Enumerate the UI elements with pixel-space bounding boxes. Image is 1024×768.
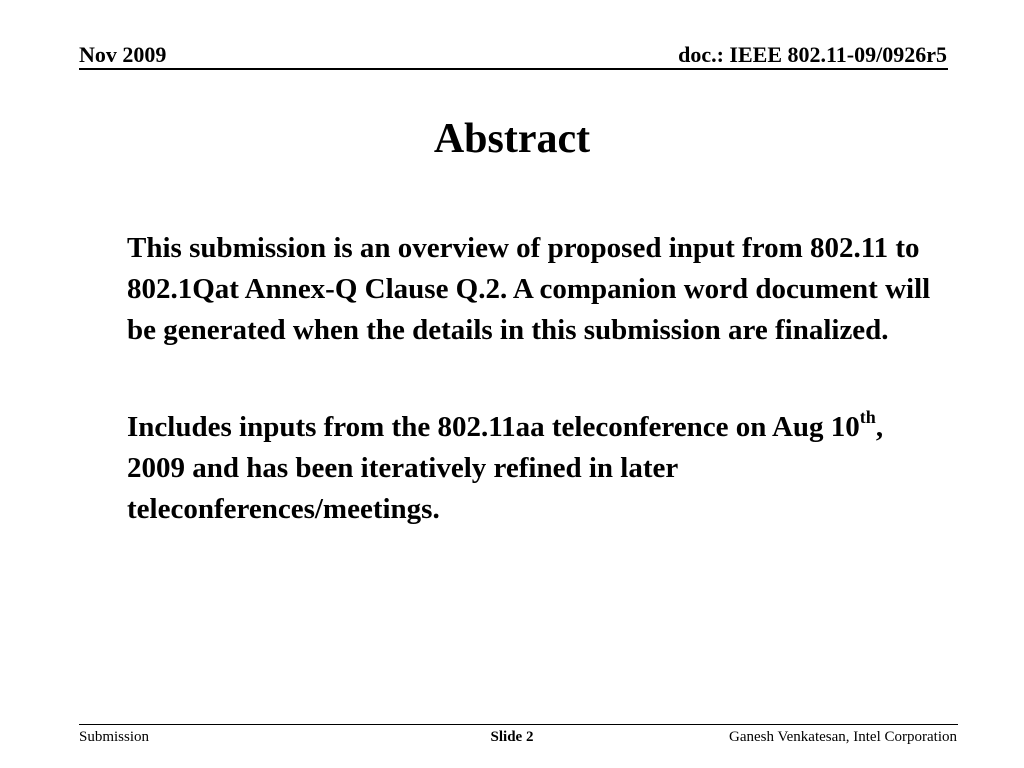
abstract-paragraph-1: This submission is an overview of proposed input from 802.11 to 802.1Qat Annex-Q Clause Q.2. A companion word document will be generated when the details in this submission are finalized. [127,232,931,346]
header-date: Nov 2009 [79,42,167,67]
footer-author: Ganesh Venkatesan, Intel Corporation [729,729,957,745]
slide-title: Abstract [433,116,591,162]
footer-submission: Submission [79,729,150,745]
slide-body [127,228,937,530]
ordinal-suffix: th [859,407,876,428]
header-divider [79,68,948,70]
slide-number: Slide 2 [490,729,534,745]
abstract-paragraph-2 [127,407,937,530]
header-doc-id: doc.: IEEE 802.11-09/0926r5 [678,42,947,67]
paragraph-2-text-end: , 2009 and has been iteratively refined in later teleconferences/meetings. [127,411,884,525]
footer-divider [79,724,958,725]
paragraph-2-text-start: Includes inputs from the 802.11aa teleconference on Aug 10 [127,411,860,443]
